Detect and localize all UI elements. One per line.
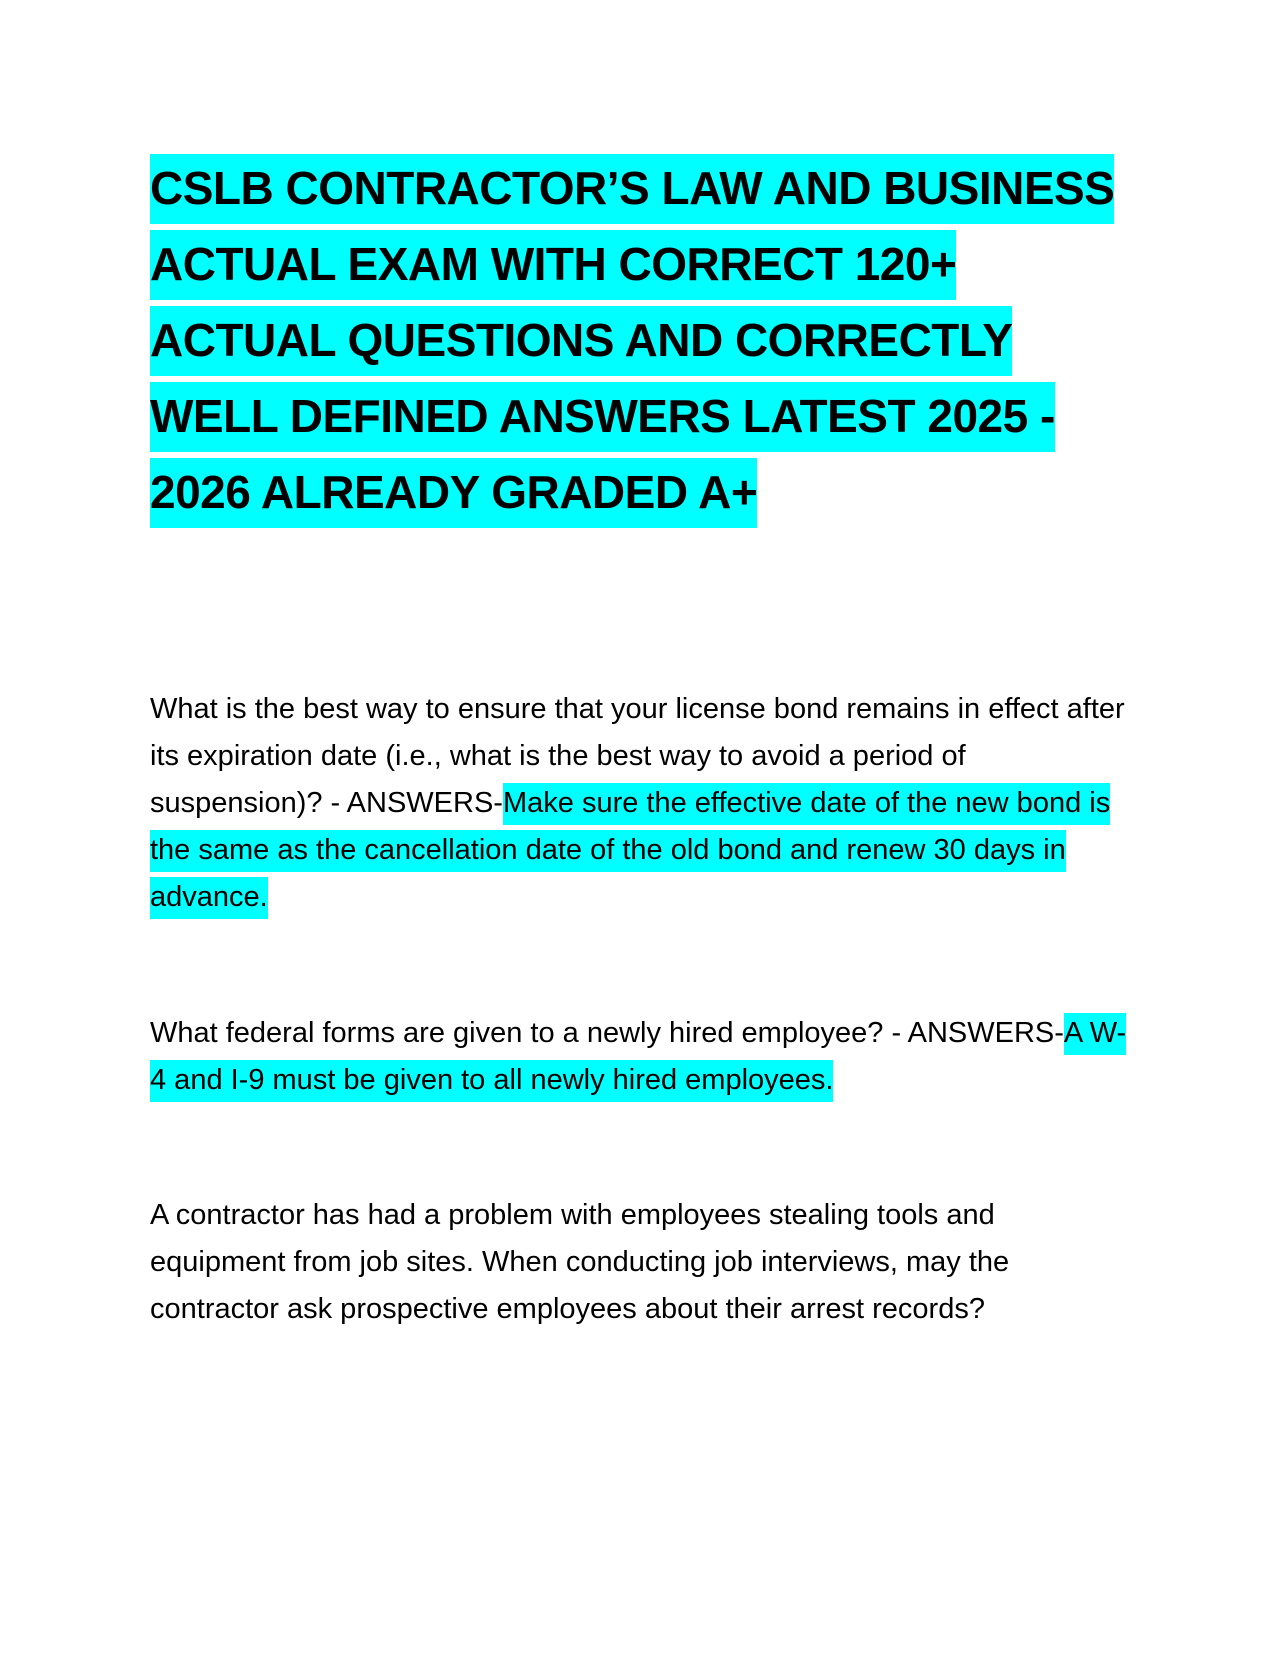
answer-text: A W-4 and I-9 must be given to all newly hired employees.	[150, 1013, 1126, 1102]
qa-item	[150, 1192, 1130, 1333]
question-text: What is the best way to ensure that your license bond remains in effect after its expiration date (i.e., what is the best way to avoid a period of suspension)? - ANSWERS-	[150, 693, 1125, 819]
answer-text: Make sure the effective date of the new bond is the same as the cancellation date of the old bond and renew 30 days in advance.	[150, 783, 1110, 919]
qa-item	[150, 686, 1130, 921]
title-highlight: CSLB CONTRACTOR’S LAW AND BUSINESS ACTUAL EXAM WITH CORRECT 120+ ACTUAL QUESTIONS AND CORRECTLY WELL DEFINED ANSWERS LATEST 2025 - 2026 ALREADY GRADED A+	[150, 154, 1114, 528]
qa-item	[150, 1010, 1130, 1104]
document-title	[150, 150, 1150, 530]
question-text: What federal forms are given to a newly hired employee? - ANSWERS-	[150, 1017, 1064, 1049]
question-text: A contractor has had a problem with employees stealing tools and equipment from job sites. When conducting job interviews, may the contractor ask prospective employees about their arrest records?	[150, 1199, 1010, 1325]
